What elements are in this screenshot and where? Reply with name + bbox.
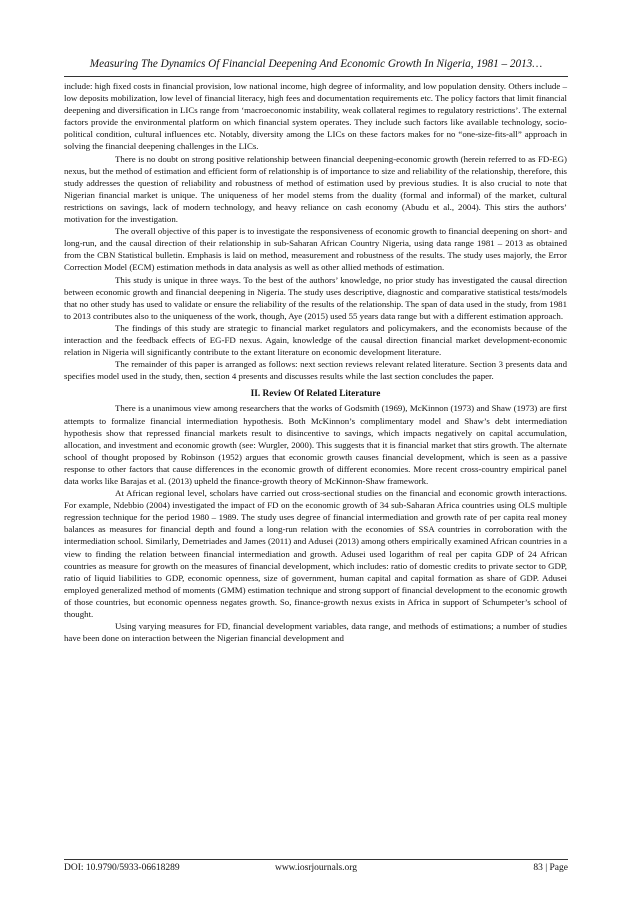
footer-website: www.iosrjournals.org bbox=[274, 863, 358, 873]
section-title: Review Of Related Literature bbox=[262, 389, 381, 400]
paragraph: There is no doubt on strong positive relationship between financial deepening-economic growth (herein referred to as FD-EG) nexus, but the method of estimation and efficient form of relationship is of importance to size and reliability of the relationship, therefore, this study addresses the question of reliability and robustness of method of estimation used by previous studies. It is also crucial to note that Nigerian financial market is unique. The uniqueness of her model stems from the duality (formal and informal) of the market, cultural restrictions on savings, lack of modern technology, and heavy reliance on cash economy (Abudu et al., 2004). This stirs the authors’ motivation for the investigation. bbox=[64, 153, 567, 225]
article-body bbox=[64, 80, 567, 644]
paragraph: The findings of this study are strategic to financial market regulators and policymakers, and the economists because of the interaction and the feedback effects of EG-FD nexus. Again, knowledge of the causal direction financial market development-economic relation in Nigeria will significantly contribute to the extant literature on economic development literature. bbox=[64, 322, 567, 358]
section-number: II. bbox=[250, 389, 261, 400]
paragraph: At African regional level, scholars have carried out cross-sectional studies on the financial and economic growth interactions. For example, Ndebbio (2004) investigated the impact of FD on the economic growth of 34 sub-Saharan Africa countries using OLS multiple regression technique for the period 1980 – 1989. The study uses degree of financial intermediation and growth rate of per capita real money balances as measures for financial depth and found a long-run relation with the economies of SSA countries in corroboration with the intermediation school. Similarly, Demetriades and James (2011) and Adusei (2013) among others empirically examined African countries in a view to finding the relation between financial intermediation and growth. Adusei used logarithm of real per capita GDP of 24 African countries as measure for growth on the measures of financial development, which includes: ratio of domestic credits to private sector to GDP, ratio of liquid liabilities to GDP, economic openness, size of government, human capital and capital formation as share of GDP. Adusei employed generalized method of moments (GMM) estimation technique and strong support of financial development to the economic growth of those countries, but economic openness negates growth. So, finance-growth nexus exists in Africa in support of Schumpeter’s school of thought. bbox=[64, 488, 567, 620]
header-divider bbox=[64, 76, 568, 77]
running-header: Measuring The Dynamics Of Financial Deepening And Economic Growth In Nigeria, 1981 – 2013… bbox=[89, 58, 543, 70]
paragraph: There is a unanimous view among researchers that the works of Godsmith (1969), McKinnon (1973) and Shaw (1973) are first attempts to formalize financial intermediation hypothesis. Both McKinnon’s complimentary model and Shaw’s debt intermediation hypothesis show that repressed financial markets result to disincentive to savings, which impacts negatively on capital accumulation, allocation, and investment and economic growth (see: Wurgler, 2000). This suggests that it is financial market that stirs growth. The alternate school of thought proposed by Robinson (1952) argues that economic growth causes financial development, which is seen as a passive response to other factors that cause differences in the economic growth of different economies. More recent cross-country empirical panel data works like Barajas et al. (2013) upheld the finance-growth theory of McKinnon-Shaw framework. bbox=[64, 403, 567, 486]
footer-divider bbox=[64, 859, 568, 860]
footer-doi: DOI: 10.9790/5933-06618289 bbox=[64, 863, 180, 873]
paragraph: The overall objective of this paper is to investigate the responsiveness of economic growth to financial deepening on short- and long-run, and the causal direction of their relationship in sub-Saharan African Country Nigeria, using data range 1981 – 2013 as obtained from the CBN Statistical bulletin. Emphasis is laid on method, measurement and robustness of the results. The study uses majorly, the Error Correction Model (ECM) estimation methods in data analysis as well as other allied methods of estimation. bbox=[64, 226, 567, 273]
paragraph: The remainder of this paper is arranged as follows: next section reviews relevant related literature. Section 3 presents data and specifies model used in the study, then, section 4 presents and discusses results while the last section concludes the paper. bbox=[64, 359, 567, 382]
footer-page-number: 83 | Page bbox=[533, 863, 568, 873]
paragraph: Using varying measures for FD, financial development variables, data range, and methods of estimations; a number of studies have been done on interaction between the Nigerian financial development and bbox=[64, 621, 567, 644]
paragraph: include: high fixed costs in financial provision, low national income, high degree of informality, and low population density. Others include – low deposits mobilization, low level of financial literacy, high fees and documentation requirements etc. The policy factors that limit financial deepening and diversification in LICs range from ‘macroeconomic instability, weak collateral regimes to regulatory restrictions’. The external factors provide the environmental platform on which financial system operates. They include such factors like available technology, socio-political condition, cultural influences etc. Notably, diversity among the LICs on these factors makes for no “one-size-fits-all” approach in solving the financial deepening challenges in the LICs. bbox=[64, 81, 567, 152]
section-heading bbox=[64, 388, 567, 400]
paragraph: This study is unique in three ways. To the best of the authors’ knowledge, no prior study has investigated the causal direction between economic growth and financial deepening in Nigeria. The study uses descriptive, diagnostic and comparative statistical tests/models that no other study has used to validate or ensure the reliability of the results of the relationship. The span of data used in the study, from 1981 to 2013 contributes also to the uniqueness of the work, though, Aye (2015) used 55 years data range but with a different estimation approach. bbox=[64, 274, 567, 321]
